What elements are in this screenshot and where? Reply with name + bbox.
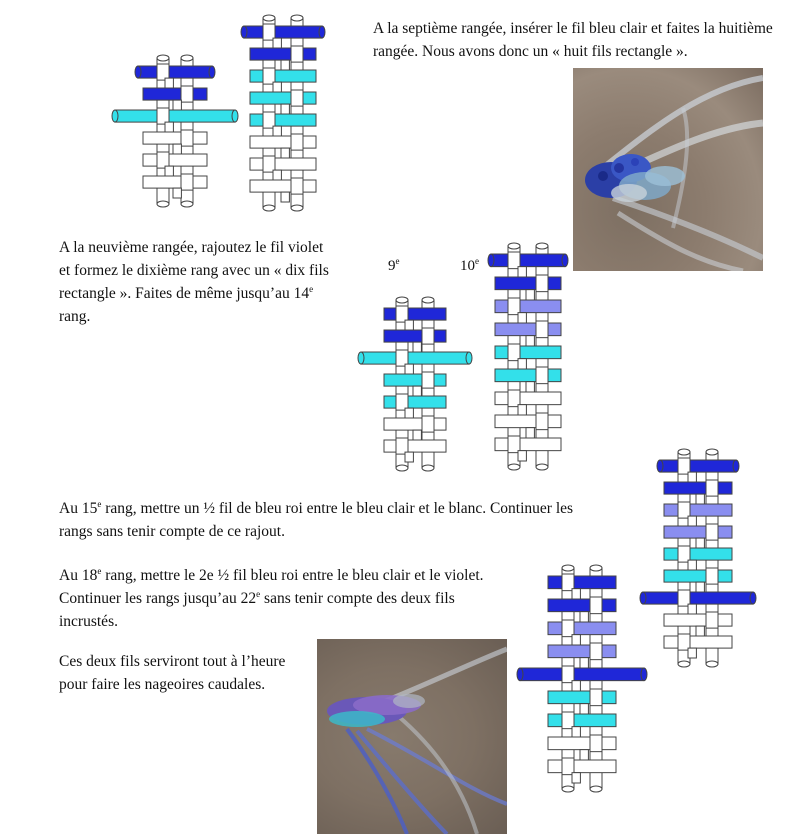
- weave-band-violet: [495, 300, 561, 313]
- inner-strand: [526, 290, 534, 300]
- strand-over-band: [181, 174, 193, 190]
- strand-top-cap: [706, 449, 718, 455]
- photo-2-content: [317, 639, 507, 834]
- photo-1-content: [573, 68, 763, 271]
- weave-band-royalblue: [664, 482, 732, 494]
- photo-beaded-tail-blue: [573, 68, 763, 271]
- band-left-cap: [657, 460, 663, 472]
- weave-band-lightblue: [495, 369, 561, 382]
- inner-strand: [518, 359, 526, 369]
- weave-band-lightblue: [361, 352, 469, 364]
- inner-strand: [572, 589, 580, 599]
- inner-strand: [696, 626, 704, 636]
- inner-strand: [413, 386, 421, 396]
- p4-text-c: sans tenir compte des deux fils incrustés.: [59, 590, 455, 630]
- p3-text-end: rang, mettre un ½ fil de bleu roi entre le bleu clair et le blanc. Continuer les rangs sans tenir compte de ce rajout.: [59, 500, 574, 540]
- p4-superscript-1: e: [97, 565, 102, 576]
- band-right-cap: [641, 668, 647, 681]
- p3-superscript: e: [97, 498, 102, 509]
- band-right-cap: [209, 66, 215, 78]
- weave-band-lightblue: [664, 570, 732, 582]
- inner-strand: [405, 320, 413, 330]
- strand-top-cap: [181, 55, 193, 61]
- weave-band-violet: [548, 622, 616, 635]
- weave-band-white: [495, 415, 561, 428]
- strand-top-cap: [508, 243, 520, 249]
- weave-band-royalblue: [384, 308, 446, 320]
- strand-over-band: [706, 480, 718, 496]
- inner-strand: [281, 60, 289, 70]
- inner-strand: [173, 188, 181, 198]
- band-right-cap: [750, 592, 756, 604]
- strand-top-cap: [536, 243, 548, 249]
- inner-strand: [688, 604, 696, 614]
- weave-band-white: [548, 760, 616, 773]
- inner-strand: [173, 144, 181, 154]
- inner-strand: [165, 166, 173, 176]
- inner-strand: [165, 78, 173, 88]
- strand-over-band: [422, 328, 434, 344]
- band-left-cap: [640, 592, 646, 604]
- weave-band-white: [384, 418, 446, 430]
- weave-band-lightblue: [548, 714, 616, 727]
- band-left-cap: [241, 26, 247, 38]
- label-row-10-text: 10: [460, 258, 475, 274]
- strand-top-cap: [396, 297, 408, 303]
- p3-text: Au 15: [59, 500, 98, 517]
- strand-over-band: [181, 86, 193, 102]
- inner-strand: [572, 635, 580, 645]
- inner-strand: [572, 681, 580, 691]
- band-right-cap: [733, 460, 739, 472]
- weave-band-lightblue: [384, 374, 446, 386]
- inner-strand: [518, 451, 526, 461]
- inner-strand: [405, 364, 413, 374]
- strand-bottom-cap: [678, 661, 690, 667]
- strand-bottom-cap: [508, 464, 520, 470]
- band-right-cap: [466, 352, 472, 364]
- inner-strand: [526, 428, 534, 438]
- p4-text-a: Au 18: [59, 567, 98, 584]
- inner-strand: [413, 342, 421, 352]
- weave-band-violet: [495, 323, 561, 336]
- strand-bottom-cap: [706, 661, 718, 667]
- inner-strand: [281, 192, 289, 202]
- inner-strand: [580, 612, 588, 622]
- inner-strand: [696, 582, 704, 592]
- inner-strand: [518, 267, 526, 277]
- weave-band-violet: [664, 504, 732, 516]
- inner-strand: [572, 773, 580, 783]
- weave-band-white: [250, 136, 316, 148]
- weave-band-royalblue: [250, 48, 316, 60]
- weave-band-violet: [664, 526, 732, 538]
- p2-superscript: e: [309, 283, 314, 294]
- p4-text-b: rang, mettre le 2e ½ fil bleu roi entre le bleu clair et le violet. Continuer les rangs jusqu’au 22: [59, 567, 484, 607]
- strand-bottom-cap: [181, 201, 193, 207]
- weave-band-white: [143, 154, 207, 166]
- weave-band-royalblue: [660, 460, 736, 472]
- inner-strand: [688, 472, 696, 482]
- strand-over-band: [590, 735, 602, 752]
- weave-band-white: [495, 392, 561, 405]
- inner-strand: [688, 560, 696, 570]
- inner-strand: [273, 38, 281, 48]
- strand-bottom-cap: [590, 786, 602, 792]
- strand-over-band: [536, 321, 548, 338]
- band-left-cap: [488, 254, 494, 267]
- strand-top-cap: [562, 565, 574, 571]
- strand-over-band: [590, 597, 602, 614]
- strand-over-band: [181, 130, 193, 146]
- strand-top-cap: [678, 449, 690, 455]
- paragraph-nageoires: Ces deux fils serviront tout à l’heure pour faire les nageoires caudales.: [59, 653, 286, 693]
- strand-bottom-cap: [536, 464, 548, 470]
- strand-bottom-cap: [157, 201, 169, 207]
- inner-strand: [173, 100, 181, 110]
- inner-strand: [526, 382, 534, 392]
- strand-over-band: [291, 178, 303, 194]
- inner-strand: [405, 452, 413, 462]
- strand-over-band: [706, 568, 718, 584]
- inner-strand: [165, 122, 173, 132]
- strand-bottom-cap: [562, 786, 574, 792]
- inner-strand: [526, 336, 534, 346]
- weave-band-royalblue: [520, 668, 644, 681]
- weave-band-white: [143, 132, 207, 144]
- strand-bottom-cap: [396, 465, 408, 471]
- weave-band-lightblue: [384, 396, 446, 408]
- strand-over-band: [706, 524, 718, 540]
- strand-over-band: [590, 643, 602, 660]
- strand-over-band: [706, 612, 718, 628]
- weave-band-lightblue: [664, 548, 732, 560]
- strand-top-cap: [291, 15, 303, 21]
- p4-superscript-2: e: [256, 588, 261, 599]
- band-right-cap: [319, 26, 325, 38]
- band-left-cap: [135, 66, 141, 78]
- weave-band-lightblue: [548, 691, 616, 704]
- strand-over-band: [291, 134, 303, 150]
- inner-strand: [518, 313, 526, 323]
- inner-strand: [413, 430, 421, 440]
- strand-over-band: [291, 46, 303, 62]
- weave-band-royalblue: [244, 26, 322, 38]
- weave-band-royalblue: [548, 576, 616, 589]
- strand-over-band: [291, 90, 303, 106]
- strand-top-cap: [263, 15, 275, 21]
- weave-band-lightblue: [250, 70, 316, 82]
- inner-strand: [273, 170, 281, 180]
- inner-strand: [281, 148, 289, 158]
- inner-strand: [688, 648, 696, 658]
- strand-over-band: [590, 689, 602, 706]
- strand-bottom-cap: [291, 205, 303, 211]
- strand-bottom-cap: [263, 205, 275, 211]
- strand-over-band: [536, 367, 548, 384]
- band-right-cap: [562, 254, 568, 267]
- weave-band-royalblue: [495, 277, 561, 290]
- strand-over-band: [536, 275, 548, 292]
- band-left-cap: [517, 668, 523, 681]
- strand-top-cap: [157, 55, 169, 61]
- inner-strand: [405, 408, 413, 418]
- weave-band-white: [664, 636, 732, 648]
- inner-strand: [696, 494, 704, 504]
- label-row-10-sup: e: [475, 256, 479, 266]
- weave-band-white: [548, 737, 616, 750]
- strand-over-band: [422, 372, 434, 388]
- inner-strand: [281, 104, 289, 114]
- strand-over-band: [536, 413, 548, 430]
- inner-strand: [696, 538, 704, 548]
- weave-band-lightblue: [495, 346, 561, 359]
- strand-top-cap: [422, 297, 434, 303]
- weave-band-white: [495, 438, 561, 451]
- weave-band-royalblue: [384, 330, 446, 342]
- weave-band-white: [384, 440, 446, 452]
- weave-band-violet: [548, 645, 616, 658]
- strand-over-band: [422, 416, 434, 432]
- photo-beaded-tail-violet: [317, 639, 507, 834]
- band-right-cap: [232, 110, 238, 122]
- weave-band-royalblue: [138, 66, 212, 78]
- weave-band-royalblue: [143, 88, 207, 100]
- weave-band-royalblue: [643, 592, 753, 604]
- inner-strand: [572, 727, 580, 737]
- paragraph-septieme-rangee: A la septième rangée, insérer le fil bleu clair et faites la huitième rangée. Nous avons donc un « huit fils rectangle ».: [373, 20, 773, 60]
- label-row-9-text: 9: [388, 258, 396, 274]
- inner-strand: [580, 658, 588, 668]
- inner-strand: [273, 82, 281, 92]
- weave-band-white: [664, 614, 732, 626]
- inner-strand: [688, 516, 696, 526]
- weave-band-white: [143, 176, 207, 188]
- weave-band-white: [250, 158, 316, 170]
- weave-band-lightblue: [250, 114, 316, 126]
- inner-strand: [580, 750, 588, 760]
- weave-band-lightblue: [115, 110, 235, 122]
- weave-band-white: [250, 180, 316, 192]
- strand-top-cap: [590, 565, 602, 571]
- inner-strand: [273, 126, 281, 136]
- strand-bottom-cap: [422, 465, 434, 471]
- weave-band-royalblue: [491, 254, 565, 267]
- inner-strand: [580, 704, 588, 714]
- band-left-cap: [112, 110, 118, 122]
- p2-text-end: rang.: [59, 308, 91, 325]
- band-left-cap: [358, 352, 364, 364]
- inner-strand: [518, 405, 526, 415]
- label-row-9-sup: e: [395, 256, 400, 266]
- p2-text: A la neuvième rangée, rajoutez le fil violet et formez le dixième rang avec un « dix fils rectangle ». Faites de même jusqu’au 14: [59, 239, 329, 302]
- weave-band-lightblue: [250, 92, 316, 104]
- weave-band-royalblue: [548, 599, 616, 612]
